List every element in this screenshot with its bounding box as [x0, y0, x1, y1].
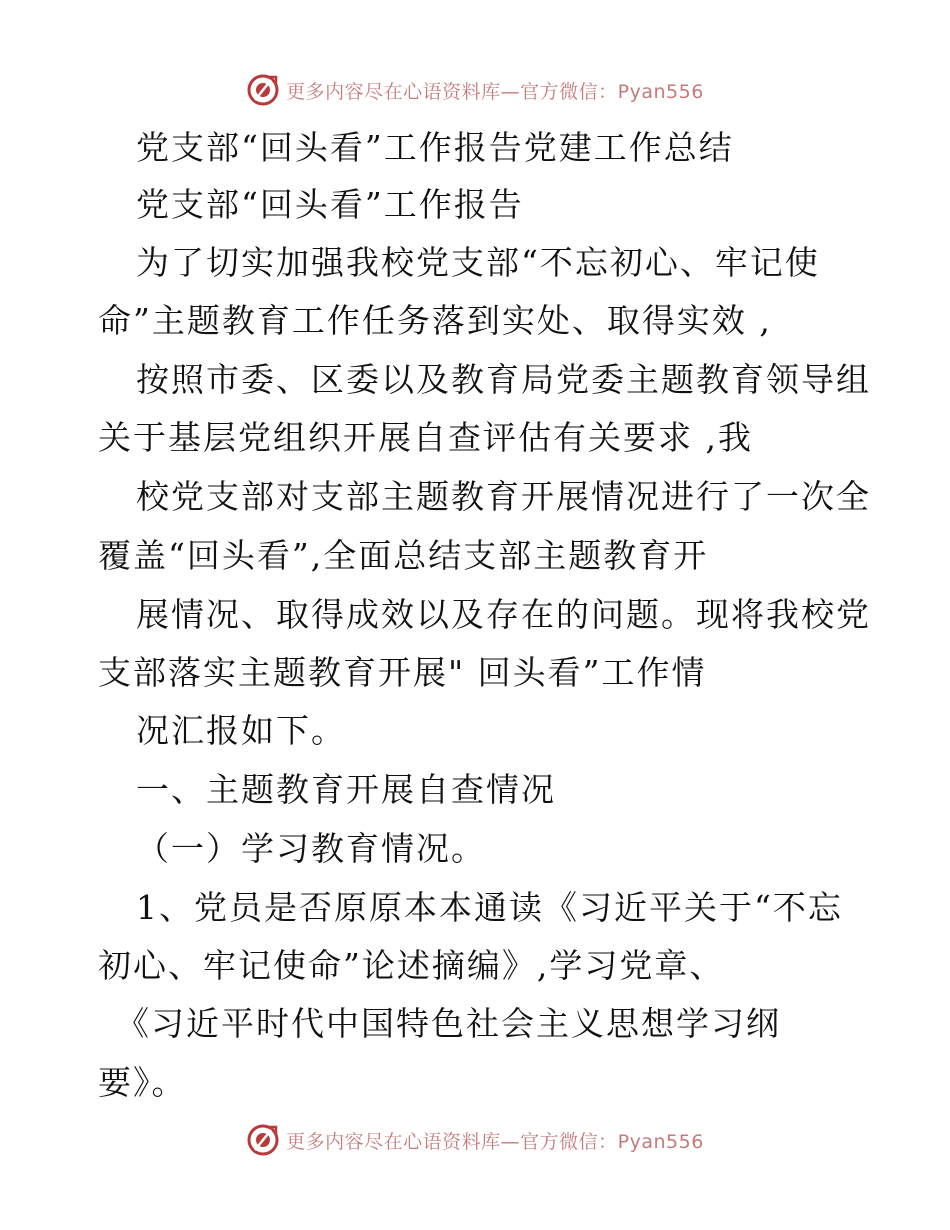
- seal-logo-icon: [246, 73, 280, 107]
- seal-logo-icon: [246, 1123, 280, 1157]
- paragraph-line: 校党支部对支部主题教育开展情况进行了一次全: [136, 477, 871, 516]
- paragraph-line: 展情况、取得成效以及存在的问题。现将我校党: [136, 595, 871, 634]
- paragraph-line: 按照市委、区委以及教育局党委主题教育领导组: [136, 360, 871, 399]
- document-title: 党支部“回头看”工作报告党建工作总结: [136, 128, 734, 167]
- paragraph-line: 《习近平时代中国特色社会主义思想学习纲: [116, 1004, 781, 1043]
- header-banner: [0, 70, 950, 110]
- paragraph-line: 命”主题教育工作任务落到实处、取得实效 ,: [98, 301, 772, 340]
- footer-banner-text: 更多内容尽在心语资料库—官方微信：Pyan556: [286, 1130, 704, 1153]
- header-banner-text: 更多内容尽在心语资料库—官方微信：Pyan556: [286, 80, 704, 103]
- paragraph-line: 1、党员是否原原本本通读《习近平关于“不忘: [136, 888, 843, 927]
- paragraph-line: 覆盖“回头看”,全面总结支部主题教育开: [98, 536, 709, 575]
- paragraph-line: 要》。: [98, 1063, 187, 1102]
- paragraph-line: 为了切实加强我校党支部“不忘初心、牢记使: [136, 243, 820, 282]
- paragraph-line: 支部落实主题教育开展" 回头看”工作情: [98, 653, 707, 692]
- document-subtitle: 党支部“回头看”工作报告: [136, 185, 524, 224]
- paragraph-line: 况汇报如下。: [136, 711, 346, 750]
- paragraph-line: 关于基层党组织开展自查评估有关要求 ,我: [98, 418, 753, 457]
- footer-banner: [0, 1120, 950, 1160]
- paragraph-line: 初心、牢记使命”论述摘编》,学习党章、: [98, 946, 725, 985]
- section-heading: 一、主题教育开展自查情况: [136, 770, 556, 809]
- subsection-heading: （一）学习教育情况。: [136, 829, 486, 868]
